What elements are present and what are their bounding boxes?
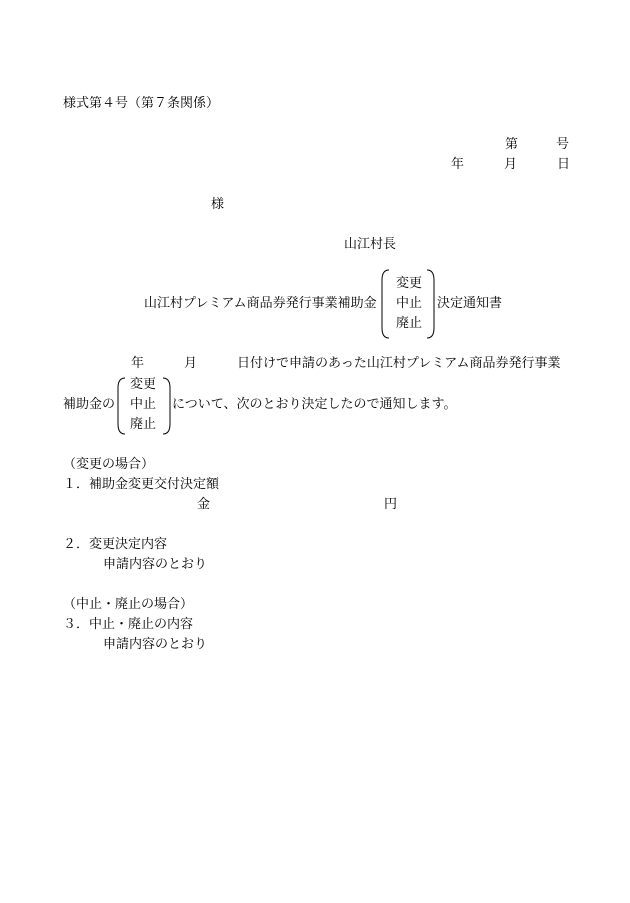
body-year-label: 年 (131, 356, 145, 371)
addressee-suffix: 様 (211, 197, 225, 212)
title-options-bracket (380, 268, 436, 340)
date-year-label: 年 (451, 157, 465, 172)
item3-label: ３．中止・廃止の内容 (63, 617, 194, 632)
section-change-heading: （変更の場合） (63, 457, 155, 472)
section-cancel-heading: （中止・廃止の場合） (63, 597, 194, 612)
title-prefix: 山江村プレミアム商品券発行事業補助金 (144, 296, 377, 311)
title-option-cancel: 中止 (396, 296, 423, 311)
item1-label: １．補助金変更交付決定額 (63, 477, 220, 492)
body-option-abolish: 廃止 (130, 417, 157, 432)
amount-yen-label: 円 (384, 497, 398, 512)
amount-kin-label: 金 (197, 497, 211, 512)
issuer-title: 山江村長 (344, 237, 397, 252)
date-month-label: 月 (504, 157, 518, 172)
date-day-label: 日 (557, 157, 571, 172)
item2-label: ２．変更決定内容 (63, 537, 168, 552)
title-suffix: 決定通知書 (437, 296, 503, 311)
body-line2-prefix: 補助金の (63, 397, 116, 412)
document-number-prefix: 第 (505, 137, 519, 152)
item2-content: 申請内容のとおり (103, 557, 208, 572)
body-month-label: 月 (184, 356, 198, 371)
item3-content: 申請内容のとおり (103, 637, 208, 652)
body-option-change: 変更 (130, 377, 157, 392)
form-number: 様式第４号（第７条関係） (63, 96, 220, 111)
title-option-abolish: 廃止 (396, 316, 423, 331)
body-line2-suffix: について、次のとおり決定したので通知します。 (172, 397, 457, 412)
title-option-change: 変更 (396, 276, 423, 291)
body-option-cancel: 中止 (130, 397, 157, 412)
document-number-suffix: 号 (556, 137, 570, 152)
body-line1: 日付けで申請のあった山江村プレミアム商品券発行事業 (237, 356, 561, 371)
body-options-bracket (116, 376, 172, 436)
